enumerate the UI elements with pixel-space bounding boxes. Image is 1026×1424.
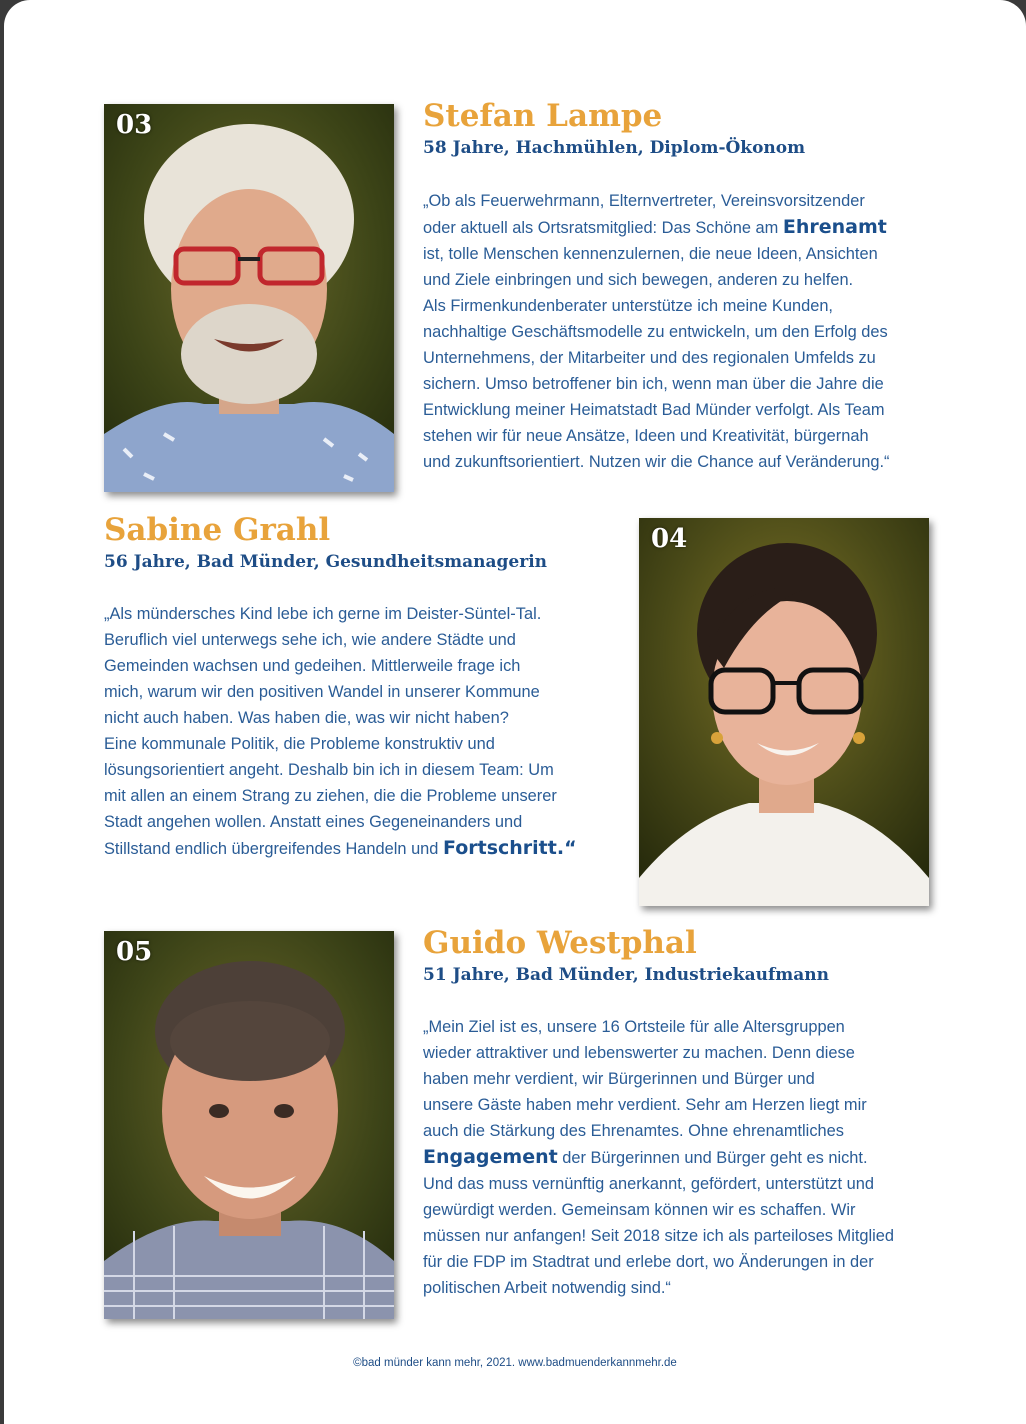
candidate-quote: „Mein Ziel ist es, unsere 16 Ortsteile für alle Altersgruppen wieder attraktiver und lebenswerter zu machen. Denn diese haben mehr verdient, wir Bürgerinnen und Bürger und unsere Gäste haben mehr verdient. Sehr am Herzen liegt mir auch die Stärkung des Ehrenamtes. Ohne ehrenamtliches Engagement der Bürgerinnen und Bürger geht es nicht. Und das muss vernünftig anerkannt, gefördert, unterstützt und gewürdigt werden. Gemeinsam können wir es schaffen. Wir müssen nur anfangen! Seit 2018 sitze ich als parteiloses Mitglied für die FDP im Stadtrat und erlebe dort, wo Änderungen in der politischen Arbeit notwendig sind.“ [423,1018,895,1297]
candidate-name: Stefan Lampe [423,98,663,134]
portrait-photo-stefan-lampe [104,104,394,492]
candidate-subtitle: 56 Jahre, Bad Münder, Gesundheitsmanagerin [104,552,548,572]
highlight-word: Engagement [423,1146,558,1168]
candidate-number: 04 [651,524,688,554]
highlight-word: Ehrenamt [782,216,887,238]
page [4,0,1026,1424]
candidate-subtitle: 58 Jahre, Hachmühlen, Diplom-Ökonom [423,138,806,158]
candidate-quote: „Ob als Feuerwehrmann, Elternvertreter, Vereinsvorsitzender oder aktuell als Ortsratsmitglied: Das Schöne am Ehrenamt ist, tolle Menschen kennenzulernen, die neue Ideen, Ansichten und Ziele einbringen und sich bewegen, anderen zu helfen. Als Firmenkundenberater unterstütze ich meine Kunden, nachhaltige Geschäftsmodelle zu entwickeln, um den Erfolg des Unternehmens, der Mitarbeiter und des regionalen Umfelds zu sichern. Umso betroffener bin ich, wenn man über die Jahre die Entwicklung meiner Heimatstadt Bad Münder verfolgt. Als Team stehen wir für neue Ansätze, Ideen und Kreativität, bürgernah und zukunftsorientiert. Nutzen wir die Chance auf Veränderung.“ [423,192,890,471]
candidate-name: Sabine Grahl [104,512,331,548]
candidate-subtitle: 51 Jahre, Bad Münder, Industriekaufmann [423,965,829,985]
candidate-number: 05 [116,937,153,967]
candidate-name: Guido Westphal [423,925,697,961]
candidate-number: 03 [116,110,153,140]
portrait-photo-guido-westphal [104,931,394,1319]
portrait-photo-sabine-grahl [639,518,929,906]
highlight-word: Fortschritt.“ [442,837,577,859]
footer-copyright: ©bad münder kann mehr, 2021. www.badmuenderkannmehr.de [353,1357,677,1369]
candidate-quote: „Als mündersches Kind lebe ich gerne im Deister-Süntel-Tal. Beruflich viel unterwegs sehe ich, wie andere Städte und Gemeinden wachsen und gedeihen. Mittlerweile frage ich mich, warum wir den positiven Wandel in unserer Kommune nicht auch haben. Was haben die, was wir nicht haben? Eine kommunale Politik, die Probleme konstruktiv und lösungsorientiert angeht. Deshalb bin ich in diesem Team: Um mit allen an einem Strang zu ziehen, die die Probleme unserer Stadt angehen wollen. Anstatt eines Gegeneinanders und Stillstand endlich übergreifendes Handeln und Fortschritt.“ [104,605,577,859]
